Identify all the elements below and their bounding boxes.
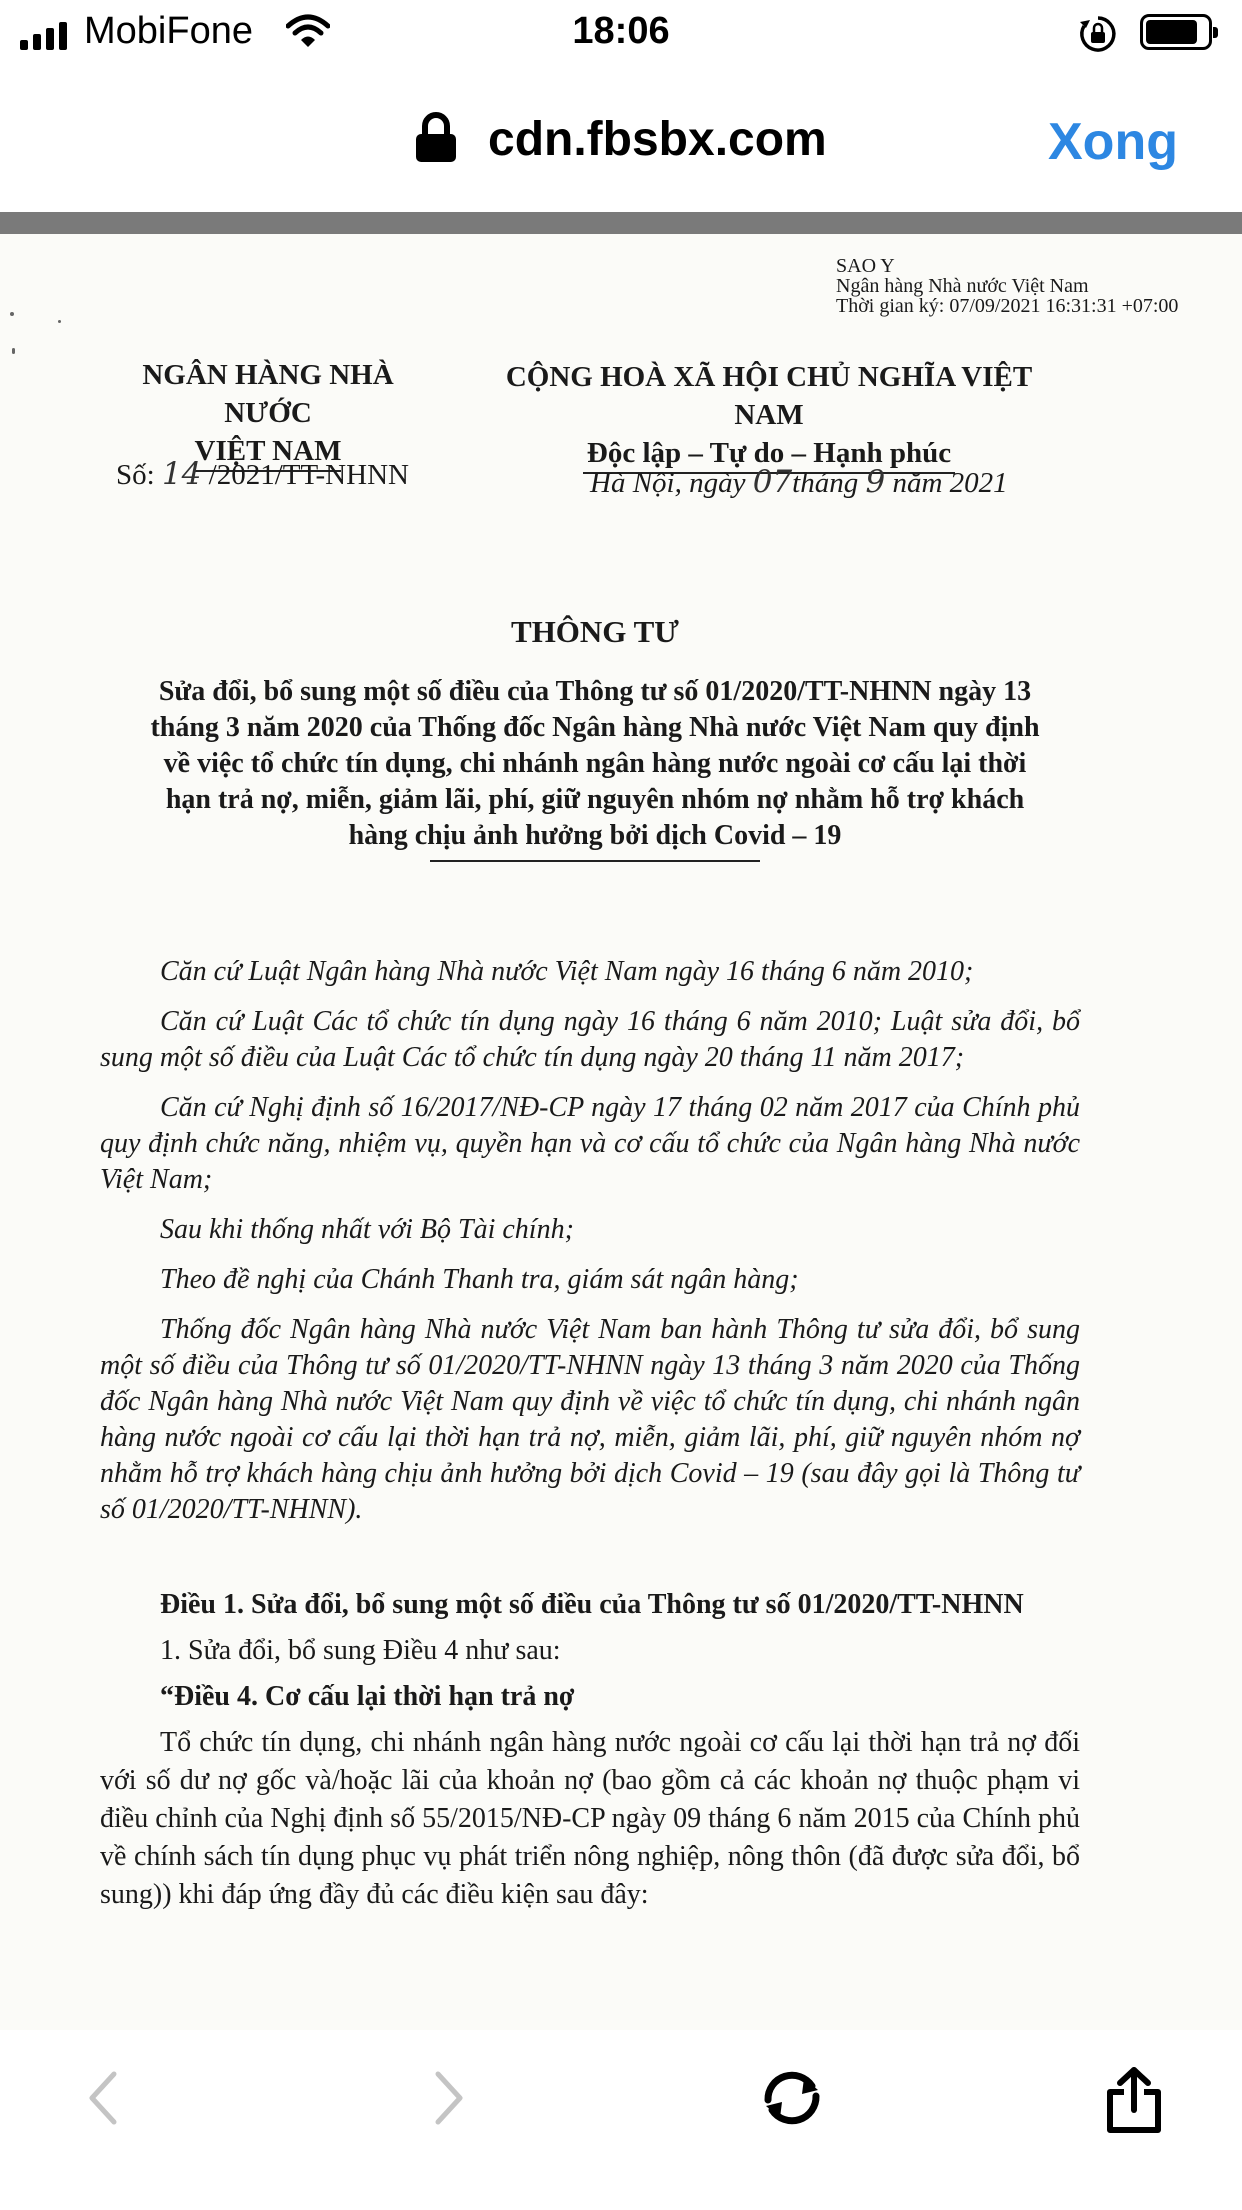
subject-line: tháng 3 năm 2020 của Thống đốc Ngân hàng Nhà nước Việt Nam quy định [150, 712, 1040, 743]
preamble-paragraph: Căn cứ Luật Các tổ chức tín dụng ngày 16 tháng 6 năm 2010; Luật sửa đổi, bổ sung một số điều của Luật Các tổ chức tín dụng ngày 20 tháng 11 năm 2017; [100, 1006, 1080, 1073]
national-motto [484, 358, 1054, 474]
scan-speck [12, 348, 15, 354]
article-4-body: Tổ chức tín dụng, chi nhánh ngân hàng nước ngoài cơ cấu lại thời hạn trả nợ đối với số dư nợ gốc và/hoặc lãi của khoản nợ (bao gồm cả các khoản nợ thuộc phạm vi điều chỉnh của Nghị định số 55/2015/NĐ-CP ngày 09 tháng 6 năm 2015 của Chính phủ về chính sách tín dụng phục vụ phát triển nông nghiệp, nông thôn (đã được sửa đổi, bổ sung)) khi đáp ứng đầy đủ các điều kiện sau đây: [100, 1727, 1080, 1910]
date-year: năm 2021 [885, 467, 1008, 499]
reload-icon[interactable] [756, 2066, 828, 2130]
document-page[interactable] [0, 234, 1242, 2030]
carrier-name: MobiFone [84, 10, 253, 52]
preamble-paragraph: Sau khi thống nhất với Bộ Tài chính; [160, 1214, 574, 1245]
agency-line-2: VIỆT NAM [195, 432, 342, 472]
clause-1: 1. Sửa đổi, bổ sung Điều 4 như sau: [160, 1635, 561, 1666]
issuing-agency [98, 356, 438, 472]
date-month-handwritten: 9 [865, 464, 886, 500]
document-viewer[interactable] [0, 212, 1242, 2030]
preamble [100, 954, 1080, 1542]
agency-line-1: NGÂN HÀNG NHÀ NƯỚC [142, 359, 394, 429]
document-body [100, 1586, 1080, 1922]
sao-y-agency: Ngân hàng Nhà nước Việt Nam [836, 275, 1089, 297]
preamble-paragraph: Thống đốc Ngân hàng Nhà nước Việt Nam ban hành Thông tư sửa đổi, bổ sung một số điều của Thông tư số 01/2020/TT-NHNN ngày 13 tháng 3 năm 2020 của Thống đốc Ngân hàng Nhà nước Việt Nam quy định về việc tổ chức tín dụng, chi nhánh ngân hàng nước ngoài cơ cấu lại thời hạn trả nợ, miễn, giảm lãi, phí, giữ nguyên nhóm nợ nhằm hỗ trợ khách hàng chịu ảnh hưởng bởi dịch Covid – 19 (sau đây gọi là Thông tư số 01/2020/TT-NHNN). [100, 1314, 1080, 1525]
subject-line: về việc tổ chức tín dụng, chi nhánh ngân hàng nước ngoài cơ cấu lại thời [163, 748, 1027, 779]
document-subject [100, 674, 1090, 854]
sao-y-title: SAO Y [836, 255, 895, 277]
subject-line: Sửa đổi, bổ sung một số điều của Thông tư số 01/2020/TT-NHNN ngày 13 [158, 676, 1032, 707]
forward-icon[interactable] [430, 2066, 470, 2130]
done-button[interactable]: Xong [1048, 113, 1178, 171]
bottom-toolbar [0, 2030, 1242, 2210]
document-number-handwritten: 14 [161, 456, 202, 492]
document-type: THÔNG TƯ [511, 614, 679, 649]
document-number [116, 456, 409, 492]
preamble-paragraph: Căn cứ Luật Ngân hàng Nhà nước Việt Nam ngày 16 tháng 6 năm 2010; [160, 956, 974, 987]
date-day-handwritten: 07 [752, 464, 793, 500]
document-number-suffix: /2021/TT-NHNN [201, 459, 409, 491]
article-4-heading: “Điều 4. Cơ cấu lại thời hạn trả nợ [160, 1681, 575, 1712]
address-bar[interactable] [0, 90, 1242, 190]
rotation-lock-icon [1078, 14, 1118, 54]
article-1-heading: Điều 1. Sửa đổi, bổ sung một số điều của Thông tư số 01/2020/TT-NHNN [160, 1589, 1024, 1620]
preamble-paragraph: Căn cứ Nghị định số 16/2017/NĐ-CP ngày 17 tháng 02 năm 2017 của Chính phủ quy định chức năng, nhiệm vụ, quyền hạn và cơ cấu tổ chức của Ngân hàng Nhà nước Việt Nam; [100, 1092, 1080, 1195]
scan-speck [58, 320, 61, 323]
status-bar [0, 0, 1242, 70]
nation-line-1: CỘNG HOÀ XÃ HỘI CHỦ NGHĨA VIỆT NAM [505, 361, 1033, 431]
status-time: 18:06 [572, 10, 670, 52]
scan-speck [10, 312, 14, 316]
preamble-paragraph: Theo đề nghị của Chánh Thanh tra, giám sát ngân hàng; [160, 1264, 799, 1295]
sao-y-signed-time: Thời gian ký: 07/09/2021 16:31:31 +07:00 [836, 295, 1179, 317]
document-number-prefix: Số: [116, 459, 162, 491]
copy-certification [836, 256, 1178, 316]
date-month-label: tháng [792, 467, 866, 499]
battery-icon [1140, 14, 1212, 50]
issue-date [590, 464, 1008, 500]
nation-line-2: Độc lập – Tự do – Hạnh phúc [583, 434, 955, 474]
subject-line: hàng chịu ảnh hưởng bởi dịch Covid – 19 [348, 820, 842, 851]
date-prefix: Hà Nội, ngày [590, 467, 753, 499]
share-icon[interactable] [1104, 2066, 1164, 2134]
subject-underline [430, 860, 760, 862]
subject-line: hạn trả nợ, miễn, giảm lãi, phí, giữ nguyên nhóm nợ nhằm hỗ trợ khách [165, 784, 1025, 815]
url-text[interactable]: cdn.fbsbx.com [488, 113, 827, 166]
back-icon[interactable] [82, 2066, 122, 2130]
lock-icon [414, 112, 458, 164]
